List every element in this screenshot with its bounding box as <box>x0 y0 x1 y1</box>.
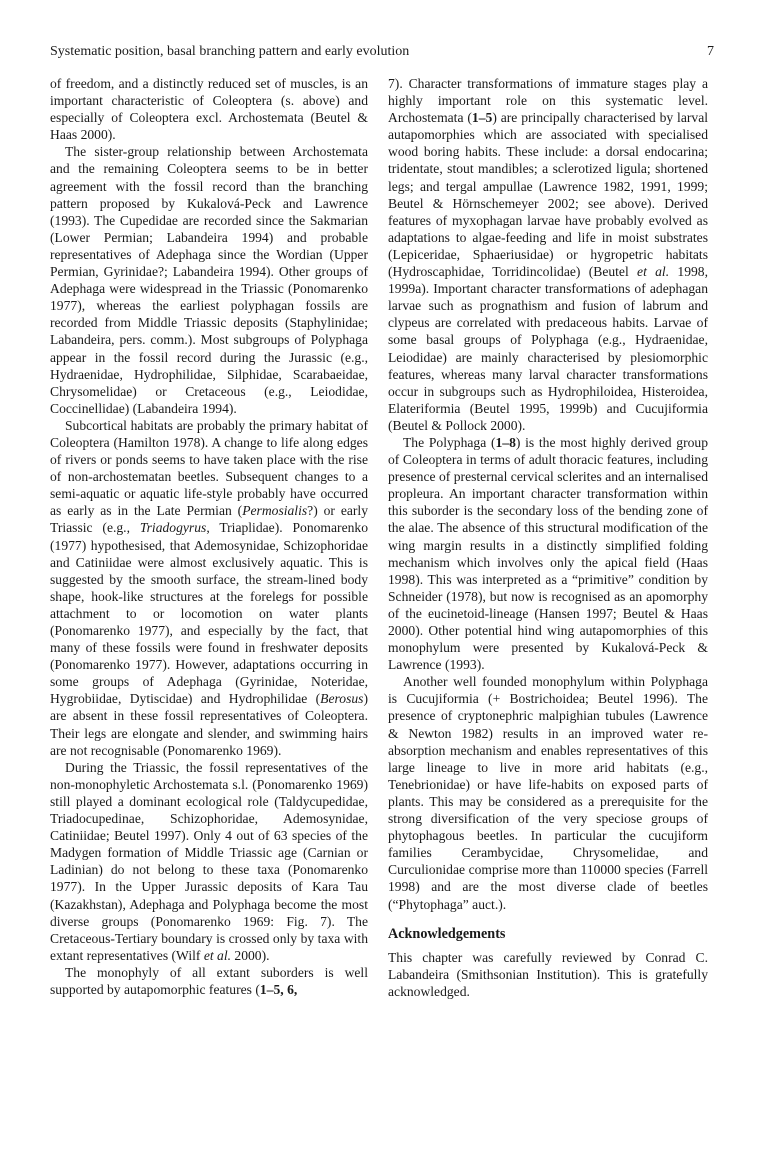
paragraph <box>388 673 708 912</box>
text-run: ?) or early Triassic (e.g., <box>50 503 368 536</box>
text-run: 7). Character transformations of immature stages play a highly important role on this systematic level. Archostemata ( <box>388 76 708 126</box>
running-title: Systematic position, basal branching pattern and early evolution <box>50 44 410 59</box>
text-run: Permosialis <box>242 503 308 519</box>
text-run: The sister-group relationship between Archostemata and the remaining Coleoptera seems to be in better agreement with the fossil record than the branching pattern proposed by Kukalová-Peck and Lawrence (1993). The Cupedidae are recorded since the Sakmarian (Lower Permian; Labandeira 1994) and probable representatives of Adephaga since the Wordian (Upper Permian, Gyrinidae?; Labandeira 1994). Other groups of Adephaga were widespread in the Triassic (Ponomarenko 1977), whereas the earliest polyphagan fossils are recorded from Middle Triassic deposits (Staphylinidae; Labandeira, pers. comm.). Most subgroups of Polyphaga appear in the fossil record during the Jurassic (e.g., Hydraenidae, Hydrophilidae, Silphidae, Scarabaeidae, Chrysomelidae) or Cretaceous (e.g., Leiodidae, Coccinellidae) (Labandeira 1994). <box>50 144 368 416</box>
paragraph <box>50 417 368 759</box>
text-run: , Triaplidae). Ponomarenko (1977) hypothesised, that Ademosynidae, Schizophoridae and Catiniidae were almost exclusively aquatic. This is suggested by the smooth surface, the stream-lined body shape, hook-like structures at the forelegs for possible attachment to or locomotion on water plants (Ponomarenko 1977), and especially by the fact, that many of these fossils were found in freshwater deposits (Ponomarenko 1977). However, adaptations occurring in some groups of Adephaga (Gyrinidae, Noteridae, Hygrobiidae, Dytiscidae) and Hydrophilidae ( <box>50 520 368 707</box>
left-column <box>50 75 368 998</box>
text-run: Berosus <box>320 691 364 707</box>
text-run: 2000). <box>231 947 270 963</box>
right-column-body <box>388 75 708 913</box>
text-run: ) are principally characterised by larval autapomorphies which are associated with specialised wood boring habits. These include: a dorsal endocarina; tridentate, stout mandibles; a sclerotized ligula; shortened legs; and tergal ampullae (Lawrence 1982, 1991, 1999; Beutel & Hörnschemeyer 2002; see above). Derived features of myxophagan larvae have probably evolved as adaptations to algae-feeding and life in moist substrates (Lepiceridae, Sphaeriusidae) or hygropetric habitats (Hydroscaphidae, Torridincolidae) (Beutel <box>388 110 709 280</box>
right-column <box>388 75 708 1000</box>
text-run: et al. <box>203 947 232 963</box>
paragraph <box>50 759 368 964</box>
text-run: Another well founded monophylum within Polyphaga is Cucujiformia (+ Bostrichoidea; Beutel 1996). The presence of cryptonephric malpighian tubules (Lawrence & Newton 1982) results in an improved water re-absorption mechanism and enables representatives of this large lineage to live in more arid habitats (e.g., Tenebrionidae) or have life-habits on exposed parts of plants. This may be considered as a prerequisite for the strong diversification of the very speciose groups of phytophagous beetles. In particular the cucujiform families Cerambycidae, Chrysomelidae, and Curculionidae comprise more than 110000 species (Farrell 1998) and are the most diverse clade of beetles (“Phytophaga” auct.). <box>388 674 708 912</box>
acknowledgements-heading: Acknowledgements <box>388 925 506 942</box>
paragraph <box>50 75 368 143</box>
text-run: Subcortical habitats are probably the primary habitat of Coleoptera (Hamilton 1978). A change to life along edges of rivers or ponds seems to have taken place with the rise of non-archostematan beetles. Subsequent changes to a semi-aquatic or aquatic life-style probably have occurred as early as in the Late Permian ( <box>50 417 368 519</box>
text-run: et al. <box>637 264 670 280</box>
text-run: Triadogyrus <box>139 520 207 536</box>
paragraph <box>50 143 368 417</box>
text-run: 1998, 1999a). Important character transformations of adephagan larvae such as prognathism and fusion of labrum and clypeus are correlated with predaceous habits. Larvae of some basal groups of Polyphaga (e.g., Hydraenidae, Leiodidae) are mainly characterised by plesiomorphic features, whereas many larval character transformations occur in subgroups such as Hydrophiloidea, Histeroidea, Elateriformia (Beutel 1995, 1999b) and Cucujiformia (Beutel & Pollock 2000). <box>388 264 708 433</box>
text-run: ) are absent in these fossil representatives of Coleoptera. Their legs are elongate and slender, and swimming hairs are not recognisable (Ponomarenko 1969). <box>50 691 368 758</box>
text-run: 1–5 <box>471 110 493 126</box>
text-run: During the Triassic, the fossil representatives of the non-monophyletic Archostemata s.l. (Ponomarenko 1969) still played a dominant ecological role (Taldycupedidae, Triadocupedinae, Schizophoridae, Ademosynidae, Catiniidae; Beutel 1997). Only 4 out of 63 species of the Madygen formation of Middle Triassic age (Carnian or Ladinian) do not belong to these taxa (Ponomarenko 1977). In the Upper Jurassic deposits of Kara Tau (Kazakhstan), Adephaga and Polyphaga become the most diverse groups (Ponomarenko 1969: Fig. 7). The Cretaceous-Tertiary boundary is crossed only by taxa with extant representatives (Wilf <box>50 759 368 963</box>
running-head <box>50 44 714 64</box>
paragraph <box>50 964 368 998</box>
text-run: The monophyly of all extant suborders is well supported by autapomorphic features ( <box>50 964 368 997</box>
page-number: 7 <box>707 44 714 59</box>
acknowledgements-text: This chapter was carefully reviewed by Conrad C. Labandeira (Smithsonian Institution). This is gratefully acknowledged. <box>388 949 708 999</box>
text-run: 1–8 <box>495 434 516 450</box>
text-run: 1–5, 6, <box>259 981 298 997</box>
paragraph <box>388 434 708 673</box>
text-run: of freedom, and a distinctly reduced set of muscles, is an important characteristic of Coleoptera (s. above) and especially of Coleoptera excl. Archostemata (Beutel & Haas 2000). <box>50 76 368 143</box>
paragraph <box>388 75 708 434</box>
text-run: The Polyphaga ( <box>403 434 496 450</box>
text-run: ) is the most highly derived group of Coleoptera in terms of adult thoracic features, including presence of presternal cervical sclerites and an internalised propleura. An important character transformation within this suborder is the secondary loss of the bending zone of the alae. The absence of this structural modification of the wing margin results in a distinctly simplified folding mechanism which involves only the apical field (Haas 1998). This was interpreted as a “primitive” condition by Schneider (1978), but now is recognised as an apomorphy of the eucinetoid-lineage (Hansen 1997; Beutel & Haas 2000). Other potential hind wing autapomorphies of this monophylum were presented by Kukalová-Peck & Lawrence (1993). <box>388 434 708 673</box>
